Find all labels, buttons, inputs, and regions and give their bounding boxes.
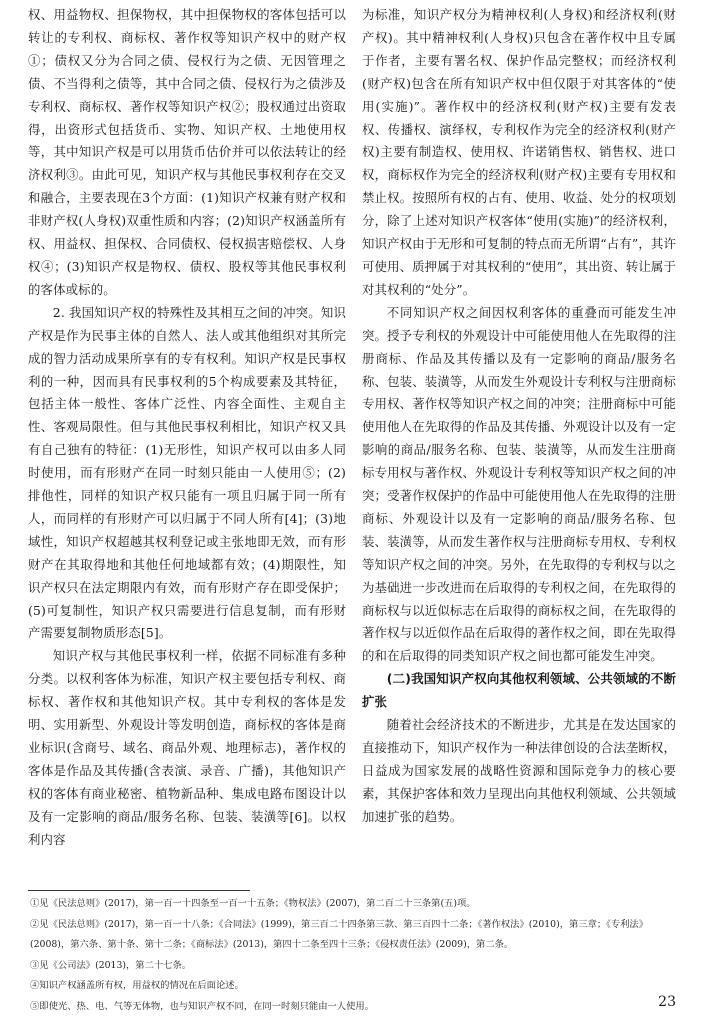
section-heading: (二)我国知识产权向其他权利领域、公共领域的不断扩张 xyxy=(362,671,676,710)
footnote: ②见《民法总则》(2017)，第一百一十八条；《合同法》(1999)，第三百二十四条第三款、第三百四十二条；《著作权法》(2010)，第三章；《专利法》(2008)，第六条、第十条、第十二条；《商标法》(2013)，第四十二条至四十三条；《侵权责任法》(2009)，第二条。 xyxy=(30,918,649,951)
footnote: ⑤即使光、热、电、气等无体物，也与知识产权不同，在同一时刻只能由一人使用。 xyxy=(30,1000,374,1012)
footnotes xyxy=(30,894,680,1018)
footnote: ④知识产权涵盖所有权，用益权的情况在后面论述。 xyxy=(30,980,244,992)
body-paragraph: 为标准，知识产权分为精神权利(人身权)和经济权利(财产权)。其中精神权利(人身权)只包含在著作权中且专属于作者，主要有署名权、保护作品完整权；而经济权利(财产权)包含在所有知识产权中但仅限于对其客体的“使用(实施)”。著作权中的经济权利(财产权)主要有发表权、传播权、演绎权，专利权作为完全的经济权利(财产权)主要有制造权、使用权、许诺销售权、销售权、进口权，商标权作为完全的经济权利(财产权)主要有专用权和禁止权。按照所有权的占有、使用、收益、处分的权项划分，除了上述对知识产权客体“使用(实施)”的经济权利，知识产权由于无形和可复制的特点而无所谓“占有”，其许可使用、质押属于对其权利的“使用”，其出资、转让属于对其权利的“处分”。 xyxy=(362,7,676,297)
left-column xyxy=(28,4,346,852)
body-paragraph: 2. 我国知识产权的特殊性及其相互之间的冲突。知识产权是作为民事主体的自然人、法人或其他组织对其所完成的智力活动成果所享有的专有权利。知识产权是民事权利的一种，因而具有民事权利的5个构成要素及其特征，包括主体一般性、客体广泛性、内容全面性、主观自主性、客观局限性。但与其他民事权利相比，知识产权又具有自己独有的特征：(1)无形性，知识产权可以由多人同时使用，而有形财产在同一时刻只能由一人使用⑤；(2)排他性，同样的知识产权只能有一项且归属于同一所有人，而同样的有形财产可以归属于不同人所有[4]；(3)地域性，知识产权超越其权利登记或主张地即无效，而有形财产在其取得地和其他任何地域都有效；(4)期限性，知识产权只在法定期限内有效，而有形财产存在即受保护；(5)可复制性，知识产权只需要进行信息复制，而有形财产需要复制物质形态[5]。 xyxy=(28,304,346,641)
right-column xyxy=(362,4,676,829)
body-paragraph: 知识产权与其他民事权利一样，依据不同标准有多种分类。以权利客体为标准，知识产权主要包括专利权、商标权、著作权和其他知识产权。其中专利权的客体是发明、实用新型、外观设计等发明创造，商标权的客体是商业标识(含商号、域名、商品外观、地理标志)，著作权的客体是作品及其传播(含表演、录音、广播)，其他知识产权的客体有商业秘密、植物新品种、集成电路布图设计以及有一定影响的商品/服务名称、包装、装潢等[6]。以权利内容 xyxy=(28,648,346,847)
page-number: 23 xyxy=(658,994,676,1010)
body-paragraph: 随着社会经济技术的不断进步，尤其是在发达国家的直接推动下，知识产权作为一种法律创设的合法垄断权，日益成为国家发展的战略性资源和国际竞争力的核心要素，其保护客体和效力呈现出向其他权利领域、公共领域加速扩张的趋势。 xyxy=(362,717,676,824)
footnote: ③见《公司法》(2013)，第二十七条。 xyxy=(30,959,192,971)
body-paragraph: 权、用益物权、担保物权，其中担保物权的客体包括可以转让的专利权、商标权、著作权等知识产权中的财产权①；债权又分为合同之债、侵权行为之债、无因管理之债、不当得利之债等，其中合同之债、侵权行为之债涉及专利权、商标权、著作权等知识产权②；股权通过出资取得，出资形式包括货币、实物、知识产权、土地使用权等，其中知识产权是可以用货币估价并可以依法转让的经济权利③。由此可见，知识产权与其他民事权利存在交叉和融合，主要表现在3个方面：(1)知识产权兼有财产权和非财产权(人身权)双重性质和内容；(2)知识产权涵盖所有权、用益权、担保权、合同债权、侵权损害赔偿权、人身权④；(3)知识产权是物权、债权、股权等其他民事权利的客体或标的。 xyxy=(28,7,346,297)
footnote: ①见《民法总则》(2017)，第一百一十四条至一百一十五条；《物权法》(2007)，第二百二十三条第(五)项。 xyxy=(30,898,476,909)
body-paragraph: 不同知识产权之间因权利客体的重叠而可能发生冲突。授予专利权的外观设计中可能使用他人在先取得的注册商标、作品及其传播以及有一定影响的商品/服务名称、包装、装潢等，从而发生外观设计专利权与注册商标专用权、著作权等知识产权之间的冲突；注册商标中可能使用他人在先取得的作品及其传播、外观设计以及有一定影响的商品/服务名称、包装、装潢等，从而发生注册商标专用权与著作权、外观设计专利权等知识产权之间的冲突；受著作权保护的作品中可能使用他人在先取得的注册商标、外观设计以及有一定影响的商品/服务名称、包装、装潢等，从而发生著作权与注册商标专用权、专利权等知识产权之间的冲突。另外，在先取得的专利权与以之为基础进一步改进而在后取得的专利权之间，在先取得的商标权与以近似标志在后取得的商标权之间，在先取得的著作权与以近似作品在后取得的著作权之间，即在先取得的和在后取得的同类知识产权之间也都可能发生冲突。 xyxy=(362,304,676,664)
footnote-divider xyxy=(28,890,250,891)
